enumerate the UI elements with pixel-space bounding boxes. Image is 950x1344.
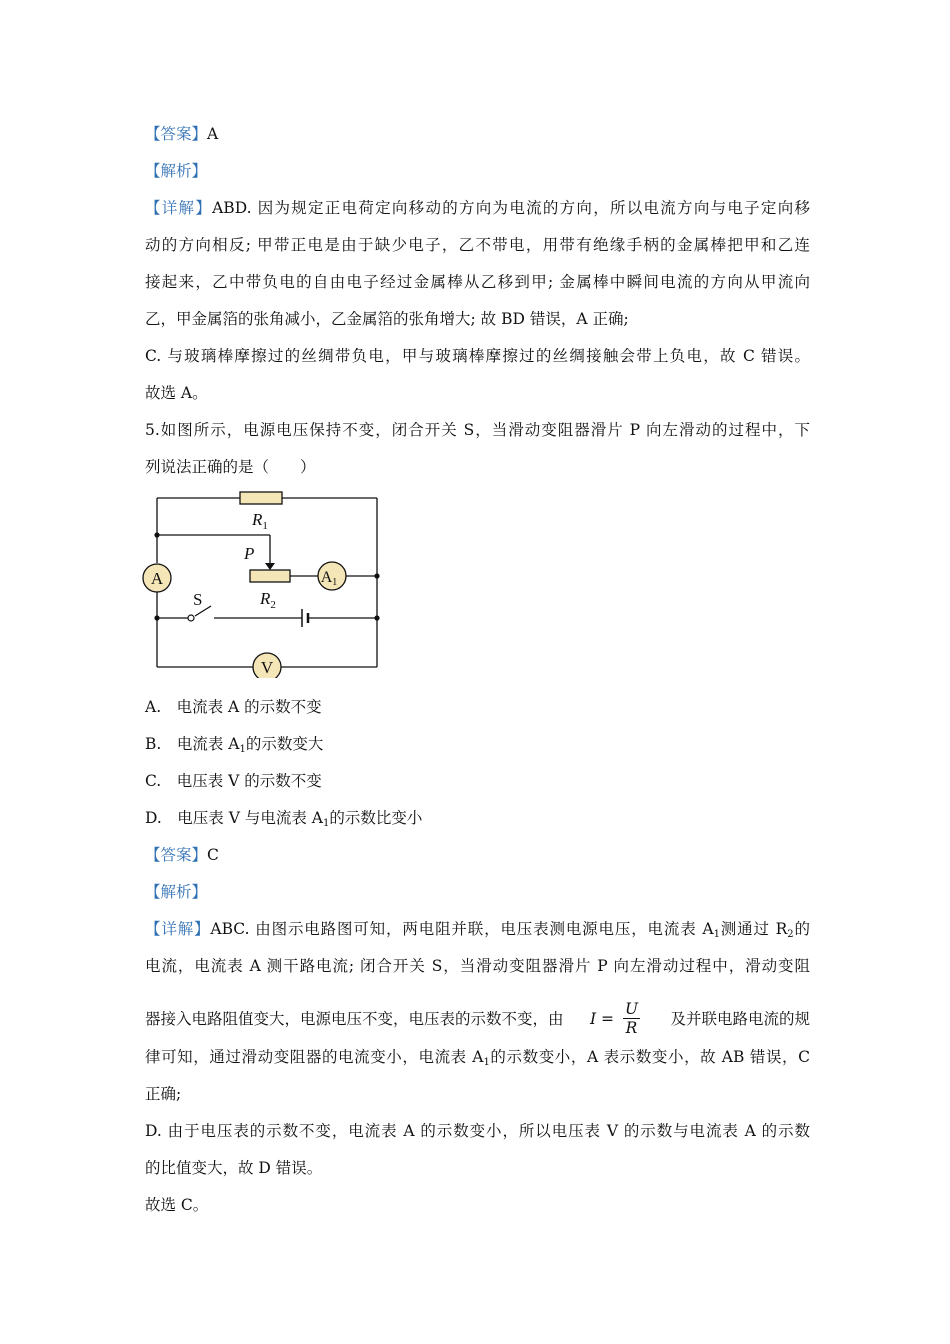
detail-text: 及并联电路电流的规 (670, 1009, 810, 1028)
option-b-text-end: 的示数变大 (245, 735, 324, 753)
subscript: 1 (239, 744, 246, 755)
option-c-explanation: C. 与玻璃棒摩擦过的丝绸带负电，甲与玻璃棒摩擦过的丝绸接触会带上负电，故 C 错误。 (145, 347, 810, 365)
subscript: 1 (483, 1057, 490, 1068)
detail-text: 的 (793, 920, 810, 938)
slider-p-label: P (244, 544, 255, 563)
ammeter-a1-label: A1 (320, 569, 338, 588)
switch-s-label: S (193, 590, 203, 609)
formula-denominator: R (625, 1019, 638, 1037)
formula-numerator: U (624, 1000, 639, 1018)
detail-1-line-3: 接起来，乙中带负电的自由电子经过金属棒从乙移到甲; 金属棒中瞬间电流的方向从甲流向 (145, 273, 810, 291)
option-d (145, 808, 422, 828)
analysis-tag-1: 【解析】 (145, 162, 208, 180)
answer-tag: 【答案】 (145, 846, 208, 864)
subscript: 2 (787, 929, 794, 940)
answer-value: A (207, 125, 219, 143)
answer-tag: 【答案】 (145, 125, 208, 143)
detail-text: ABC. 由图示电路图可知，两电阻并联，电压表测电源电压，电流表 A (210, 920, 714, 938)
detail-2-line-4 (145, 1047, 810, 1067)
analysis-tag-2: 【解析】 (145, 883, 208, 901)
detail-tag: 【详解】 (145, 920, 211, 938)
detail-text: 器接入电路阻值变大，电源电压不变，电压表的示数不变，由 (145, 1009, 564, 1028)
detail-2-line-5: 正确; (145, 1085, 182, 1103)
detail-1-line-4: 乙，甲金属箔的张角减小，乙金属箔的张角增大; 故 BD 错误，A 正确; (145, 310, 629, 328)
detail-text: 律可知，通过滑动变阻器的电流变小，电流表 A (145, 1048, 484, 1066)
option-d-text-end: 的示数比变小 (329, 809, 423, 827)
option-d-explanation-line-2: 的比值变大，故 D 错误。 (145, 1159, 323, 1177)
r1-label: $R_1$ (252, 510, 268, 532)
option-b-text: B. 电流表 A (145, 735, 240, 753)
choose-line-1: 故选 A。 (145, 384, 208, 402)
detail-text: 测通过 R (719, 920, 788, 938)
option-d-explanation-line-1: D. 由于电压表的示数不变，电流表 A 的示数变小，所以电压表 V 的示数与电流表 A 的示数 (145, 1122, 810, 1140)
detail-text: ABD. 因为规定正电荷定向移动的方向为电流的方向，所以电流方向与电子定向移 (212, 199, 810, 217)
choose-line-2: 故选 C。 (145, 1196, 209, 1214)
option-b (145, 734, 323, 754)
ammeter-a-label: A (150, 569, 164, 588)
answer-value: C (207, 846, 219, 864)
voltmeter-v-label: V (260, 658, 274, 677)
formula (590, 1000, 644, 1037)
detail-2-line-2: 电流，电流表 A 测干路电流; 闭合开关 S，当滑动变阻器滑片 P 向左滑动过程中，滑动变阻 (145, 957, 810, 975)
detail-2-line-3 (145, 1000, 810, 1037)
circuit-diagram (140, 488, 390, 678)
resistor-r2 (250, 570, 290, 582)
question-5-line-1: 5.如图所示，电源电压保持不变，闭合开关 S，当滑动变阻器滑片 P 向左滑动的过程中，下 (145, 421, 810, 439)
detail-2-line-1 (145, 919, 810, 939)
question-5-line-2: 列说法正确的是（ ） (145, 458, 316, 476)
option-a: A. 电流表 A 的示数不变 (145, 698, 322, 716)
r2-label: $R_2$ (260, 589, 276, 611)
option-c: C. 电压表 V 的示数不变 (145, 772, 322, 790)
subscript: 1 (322, 818, 330, 829)
option-d-text: D. 电压表 V 与电流表 A (145, 809, 323, 827)
detail-text: 的示数变小，A 表示数变小，故 AB 错误，C (489, 1048, 811, 1066)
detail-tag: 【详解】 (145, 199, 213, 217)
resistor-r1 (240, 492, 282, 504)
detail-1-line-1 (145, 198, 810, 218)
subscript: 1 (713, 929, 720, 940)
formula-fraction (623, 1000, 640, 1037)
slider-arrow-icon (265, 563, 275, 570)
formula-current: I (589, 1009, 597, 1028)
answer-line-1 (145, 124, 218, 144)
answer-line-2 (145, 845, 219, 865)
detail-1-line-2: 动的方向相反; 甲带正电是由于缺少电子，乙不带电，用带有绝缘手柄的金属棒把甲和乙连 (145, 236, 810, 254)
formula-equals: = (596, 1009, 619, 1028)
